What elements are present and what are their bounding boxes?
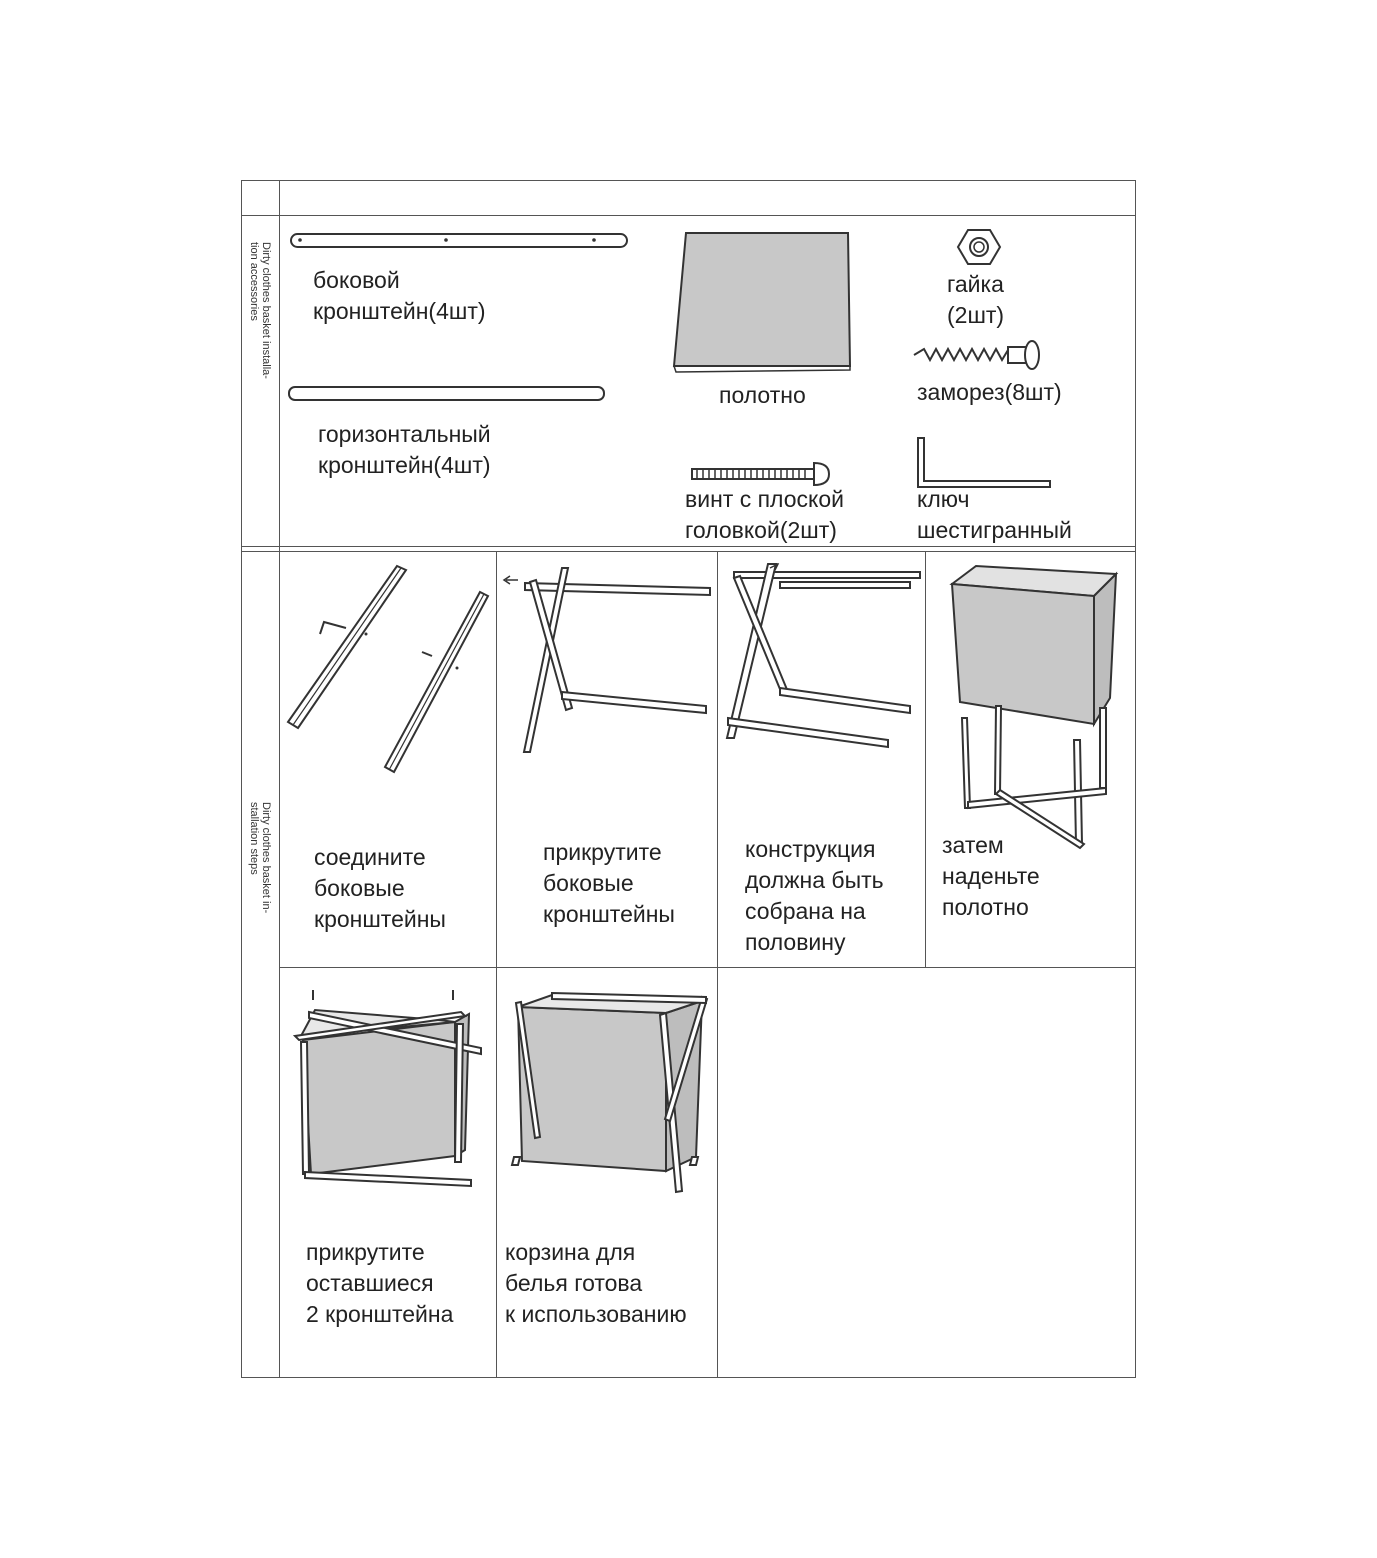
section-divider-2 — [241, 551, 1136, 552]
step-col-divider — [925, 551, 926, 967]
nut-icon — [956, 228, 1002, 266]
step1-illustration — [282, 560, 494, 780]
screw-icon — [912, 338, 1047, 372]
step5-illustration — [289, 986, 489, 1191]
step1-text: соедините боковые кронштейны — [314, 844, 446, 932]
section-divider — [241, 546, 1136, 547]
step6-text: корзина для белья готова к использованию — [505, 1239, 687, 1327]
step2-text: прикрутите боковые кронштейны — [543, 839, 675, 927]
steps-side-label: Dirty clothes basket in- stallation steps — [248, 802, 272, 914]
hex-key-label: ключ шестигранный — [917, 486, 1072, 543]
step6-illustration — [506, 987, 711, 1197]
bolt-icon — [689, 459, 834, 487]
steps-row-divider — [279, 967, 1136, 968]
side-bracket-illustration — [288, 230, 633, 252]
screw-label: заморез(8шт) — [917, 379, 1062, 405]
horizontal-bracket-label: горизонтальный кронштейн(4шт) — [318, 421, 491, 478]
step5-text: прикрутите оставшиеся 2 кронштейна — [306, 1239, 454, 1327]
step2-illustration — [500, 560, 715, 760]
step4-illustration — [948, 562, 1120, 852]
header-row-divider — [241, 215, 1136, 216]
bolt-label: винт с плоской головкой(2шт) — [685, 486, 844, 543]
step3-text: конструкция должна быть собрана на половину — [745, 836, 884, 955]
side-bracket-label: боковой кронштейн(4шт) — [313, 267, 486, 324]
step4-text: затем наденьте полотно — [942, 832, 1040, 920]
fabric-illustration — [668, 230, 858, 375]
step-col-divider — [717, 551, 718, 1378]
nut-label: гайка (2шт) — [947, 271, 1005, 328]
step-col-divider — [496, 551, 497, 1378]
step3-illustration — [720, 560, 925, 760]
fabric-label: полотно — [719, 382, 806, 408]
horizontal-bracket-illustration — [287, 384, 607, 404]
accessories-side-label: Dirty clothes basket installa- tion accessories — [248, 242, 272, 379]
side-column-divider — [279, 180, 280, 1378]
